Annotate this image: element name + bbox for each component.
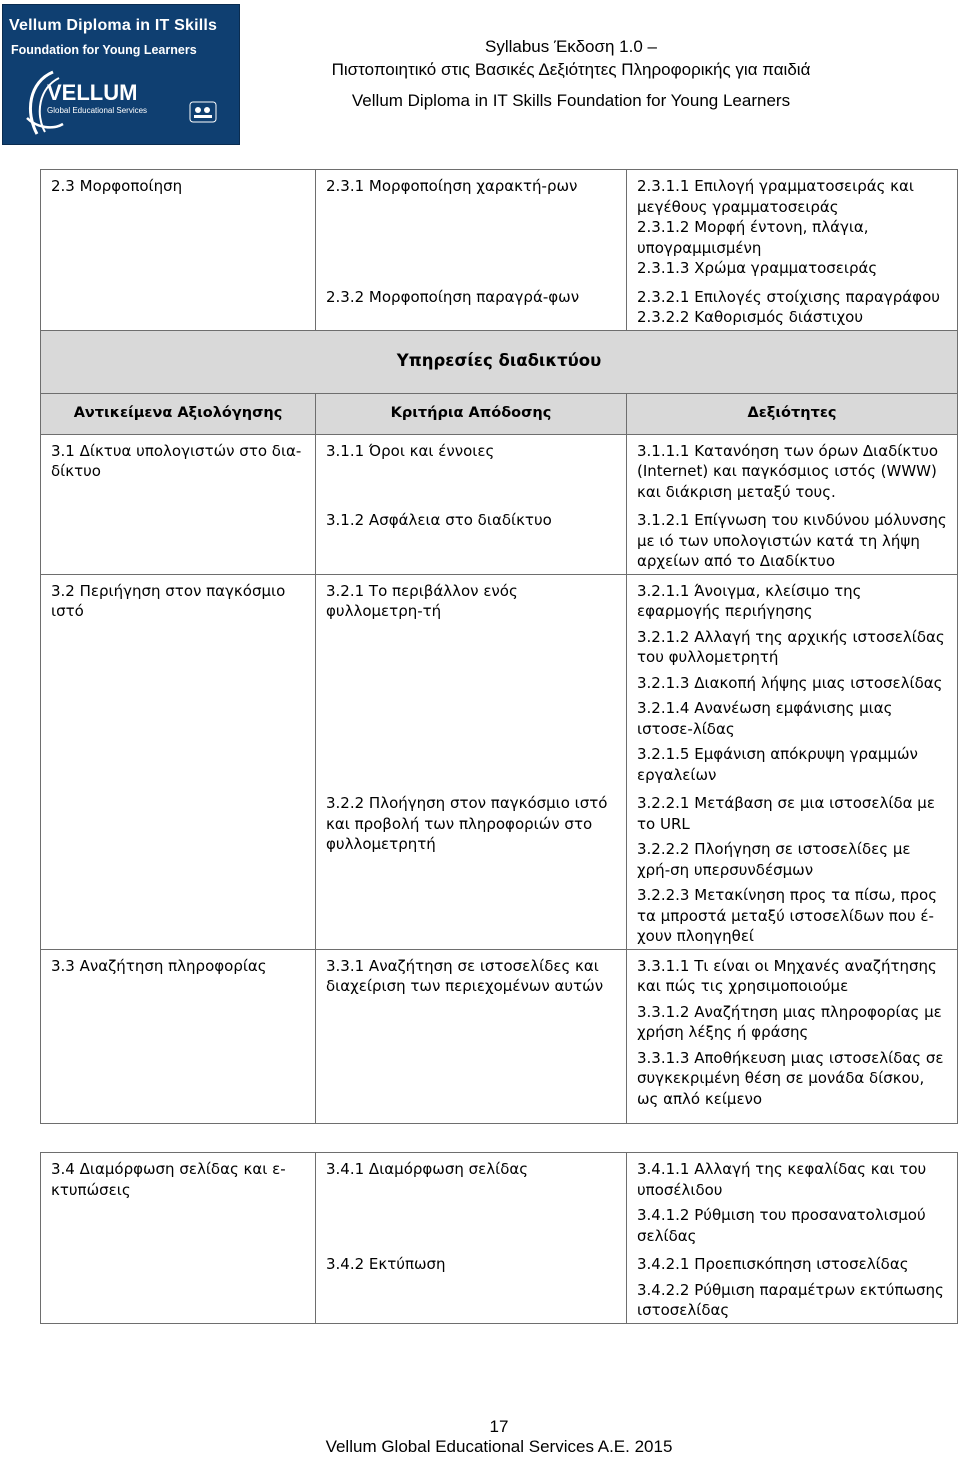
skills-cell <box>627 574 958 787</box>
logo-subtitle: Foundation for Young Learners <box>11 43 197 57</box>
skill-item: 3.3.1.1 Τι είναι οι Μηχανές αναζήτησης και πώς τις χρησιμοποιούμε <box>637 956 937 995</box>
table-row <box>41 1248 958 1323</box>
skill-item: 3.4.2.1 Προεπισκόπηση ιστοσελίδας <box>637 1255 909 1273</box>
skill-item: 3.3.1.2 Αναζήτηση μιας πληροφορίας με χρήση λέξης ή φράσης <box>637 1002 942 1041</box>
table-row <box>41 170 958 281</box>
syllabus-table <box>40 169 958 1324</box>
column-header-criteria: Κριτήρια Απόδοσης <box>316 393 627 434</box>
category-cell <box>41 281 316 331</box>
skill-item: 3.4.1.1 Αλλαγή της κεφαλίδας και του υποσέλιδου <box>637 1160 927 1199</box>
skill-item: 2.3.1.3 Χρώμα γραμματοσειράς <box>637 259 878 277</box>
table-row <box>41 434 958 504</box>
category-cell <box>41 504 316 574</box>
criterion-cell: 3.4.2 Εκτύπωση <box>316 1248 627 1323</box>
skill-item: 3.3.1.3 Αποθήκευση μιας ιστοσελίδας σε συγκεκριμένη θέση σε μονάδα δίσκου, ως απλό κείμενο <box>637 1048 944 1108</box>
skill-item: 3.2.2.2 Πλοήγηση σε ιστοσελίδες με χρή-ση υπερσυνδέσμων <box>637 840 911 879</box>
skills-cell <box>627 787 958 949</box>
skill-item: 3.2.2.3 Μετακίνηση προς τα πίσω, προς τα μπροστά μεταξύ ιστοσελίδων που έ-χουν πλοηγηθεί <box>637 886 938 945</box>
criterion-cell: 3.1.2 Ασφάλεια στο διαδίκτυο <box>316 504 627 574</box>
footer-copyright: Vellum Global Educational Services A.E. 2015 <box>325 1437 673 1456</box>
skills-cell <box>627 949 958 1124</box>
table-row <box>41 1153 958 1249</box>
skill-item: 3.4.2.2 Ρύθμιση παραμέτρων εκτύπωσης ιστοσελίδας <box>637 1280 944 1319</box>
skill-item: 3.2.1.2 Αλλαγή της αρχικής ιστοσελίδας του φυλλομετρητή <box>637 627 945 666</box>
table-row <box>41 504 958 574</box>
skill-item: 2.3.2.1 Επιλογές στοίχισης παραγράφου <box>637 287 940 306</box>
table-row <box>41 574 958 787</box>
section-title: Υπηρεσίες διαδικτύου <box>41 330 958 393</box>
header-version: Syllabus Έκδοση 1.0 – <box>484 37 657 56</box>
skill-item: 3.2.1.3 Διακοπή λήψης μιας ιστοσελίδας <box>637 673 943 692</box>
criterion-cell: 3.1.1 Όροι και έννοιες <box>316 434 627 504</box>
criterion-cell: 3.4.1 Διαμόρφωση σελίδας <box>316 1153 627 1249</box>
criterion-cell: 3.3.1 Αναζήτηση σε ιστοσελίδες και διαχείριση των περιεχομένων αυτών <box>316 949 627 1124</box>
column-header-skills: Δεξιότητες <box>627 393 958 434</box>
skills-cell <box>627 1248 958 1323</box>
header-title-greek: Πιστοποιητικό στις Βασικές Δεξιότητες Πληροφορικής για παιδιά <box>331 60 811 79</box>
skills-cell <box>627 1153 958 1249</box>
skills-cell <box>627 434 958 504</box>
category-cell <box>41 787 316 949</box>
skill-item: 2.3.2.2 Καθορισμός διάστιχου <box>637 308 863 326</box>
column-header-objectives: Αντικείμενα Αξιολόγησης <box>41 393 316 434</box>
skill-item: 3.2.1.1 Άνοιγμα, κλείσιμο της εφαρμογής περιήγησης <box>637 581 862 620</box>
skill-item: 2.3.1.2 Μορφή έντονη, πλάγια, υπογραμμισμένη <box>637 218 869 257</box>
vellum-logo <box>2 4 240 145</box>
skill-item: 3.2.1.5 Εμφάνιση απόκρυψη γραμμών εργαλείων <box>637 745 918 784</box>
category-cell: 3.4 Διαμόρφωση σελίδας και ε-κτυπώσεις <box>41 1153 316 1249</box>
page-number: 17 <box>489 1417 509 1436</box>
header-title-english: Vellum Diploma in IT Skills Foundation for Young Learners <box>351 91 791 110</box>
skill-item: 3.4.1.2 Ρύθμιση του προσανατολισμού σελίδας <box>637 1206 926 1245</box>
category-cell: 3.2 Περιήγηση στον παγκόσμιο ιστό <box>41 574 316 787</box>
category-cell <box>41 1248 316 1323</box>
criterion-cell: 3.2.2 Πλοήγηση στον παγκόσμιο ιστό και προβολή των πληροφοριών στο φυλλομετρητή <box>316 787 627 949</box>
category-cell: 2.3 Μορφοποίηση <box>41 170 316 281</box>
skills-cell <box>627 281 958 331</box>
table-row <box>41 281 958 331</box>
criterion-cell: 2.3.1 Μορφοποίηση χαρακτή-ρων <box>316 170 627 281</box>
table-row <box>41 949 958 1124</box>
skill-item: 3.2.2.1 Μετάβαση σε μια ιστοσελίδα με το URL <box>637 794 935 833</box>
section-header-row <box>41 330 958 393</box>
skill-item: 3.2.1.4 Ανανέωση εμφάνισης μιας ιστοσε-λίδας <box>637 699 893 738</box>
logo-brand: VELLUM <box>47 80 138 105</box>
logo-title: Vellum Diploma in IT Skills <box>9 17 218 34</box>
partner-mark-icon <box>189 101 217 123</box>
table-gap <box>41 1124 958 1153</box>
category-cell: 3.3 Αναζήτηση πληροφορίας <box>41 949 316 1124</box>
criterion-cell: 3.2.1 Το περιβάλλον ενός φυλλομετρη-τή <box>316 574 627 787</box>
skill-item: 2.3.1.1 Επιλογή γραμματοσειράς και μεγέθους γραμματοσειράς <box>637 177 914 216</box>
skill-item: 3.1.1.1 Κατανόηση των όρων Διαδίκτυο (Internet) και παγκόσμιος ιστός (WWW) και διάκριση μεταξύ τους. <box>637 441 939 501</box>
column-header-row <box>41 393 958 434</box>
skill-item: 3.1.2.1 Επίγνωση του κινδύνου μόλυνσης με ιό των υπολογιστών κατά τη λήψη αρχείων από το Διαδίκτυο <box>637 511 947 570</box>
category-cell: 3.1 Δίκτυα υπολογιστών στο δια-δίκτυο <box>41 434 316 504</box>
logo-brand-subtitle: Global Educational Services <box>47 106 148 115</box>
criterion-cell: 2.3.2 Μορφοποίηση παραγρά-φων <box>316 281 627 331</box>
skills-cell <box>627 170 958 281</box>
table-row <box>41 787 958 949</box>
skills-cell <box>627 504 958 574</box>
